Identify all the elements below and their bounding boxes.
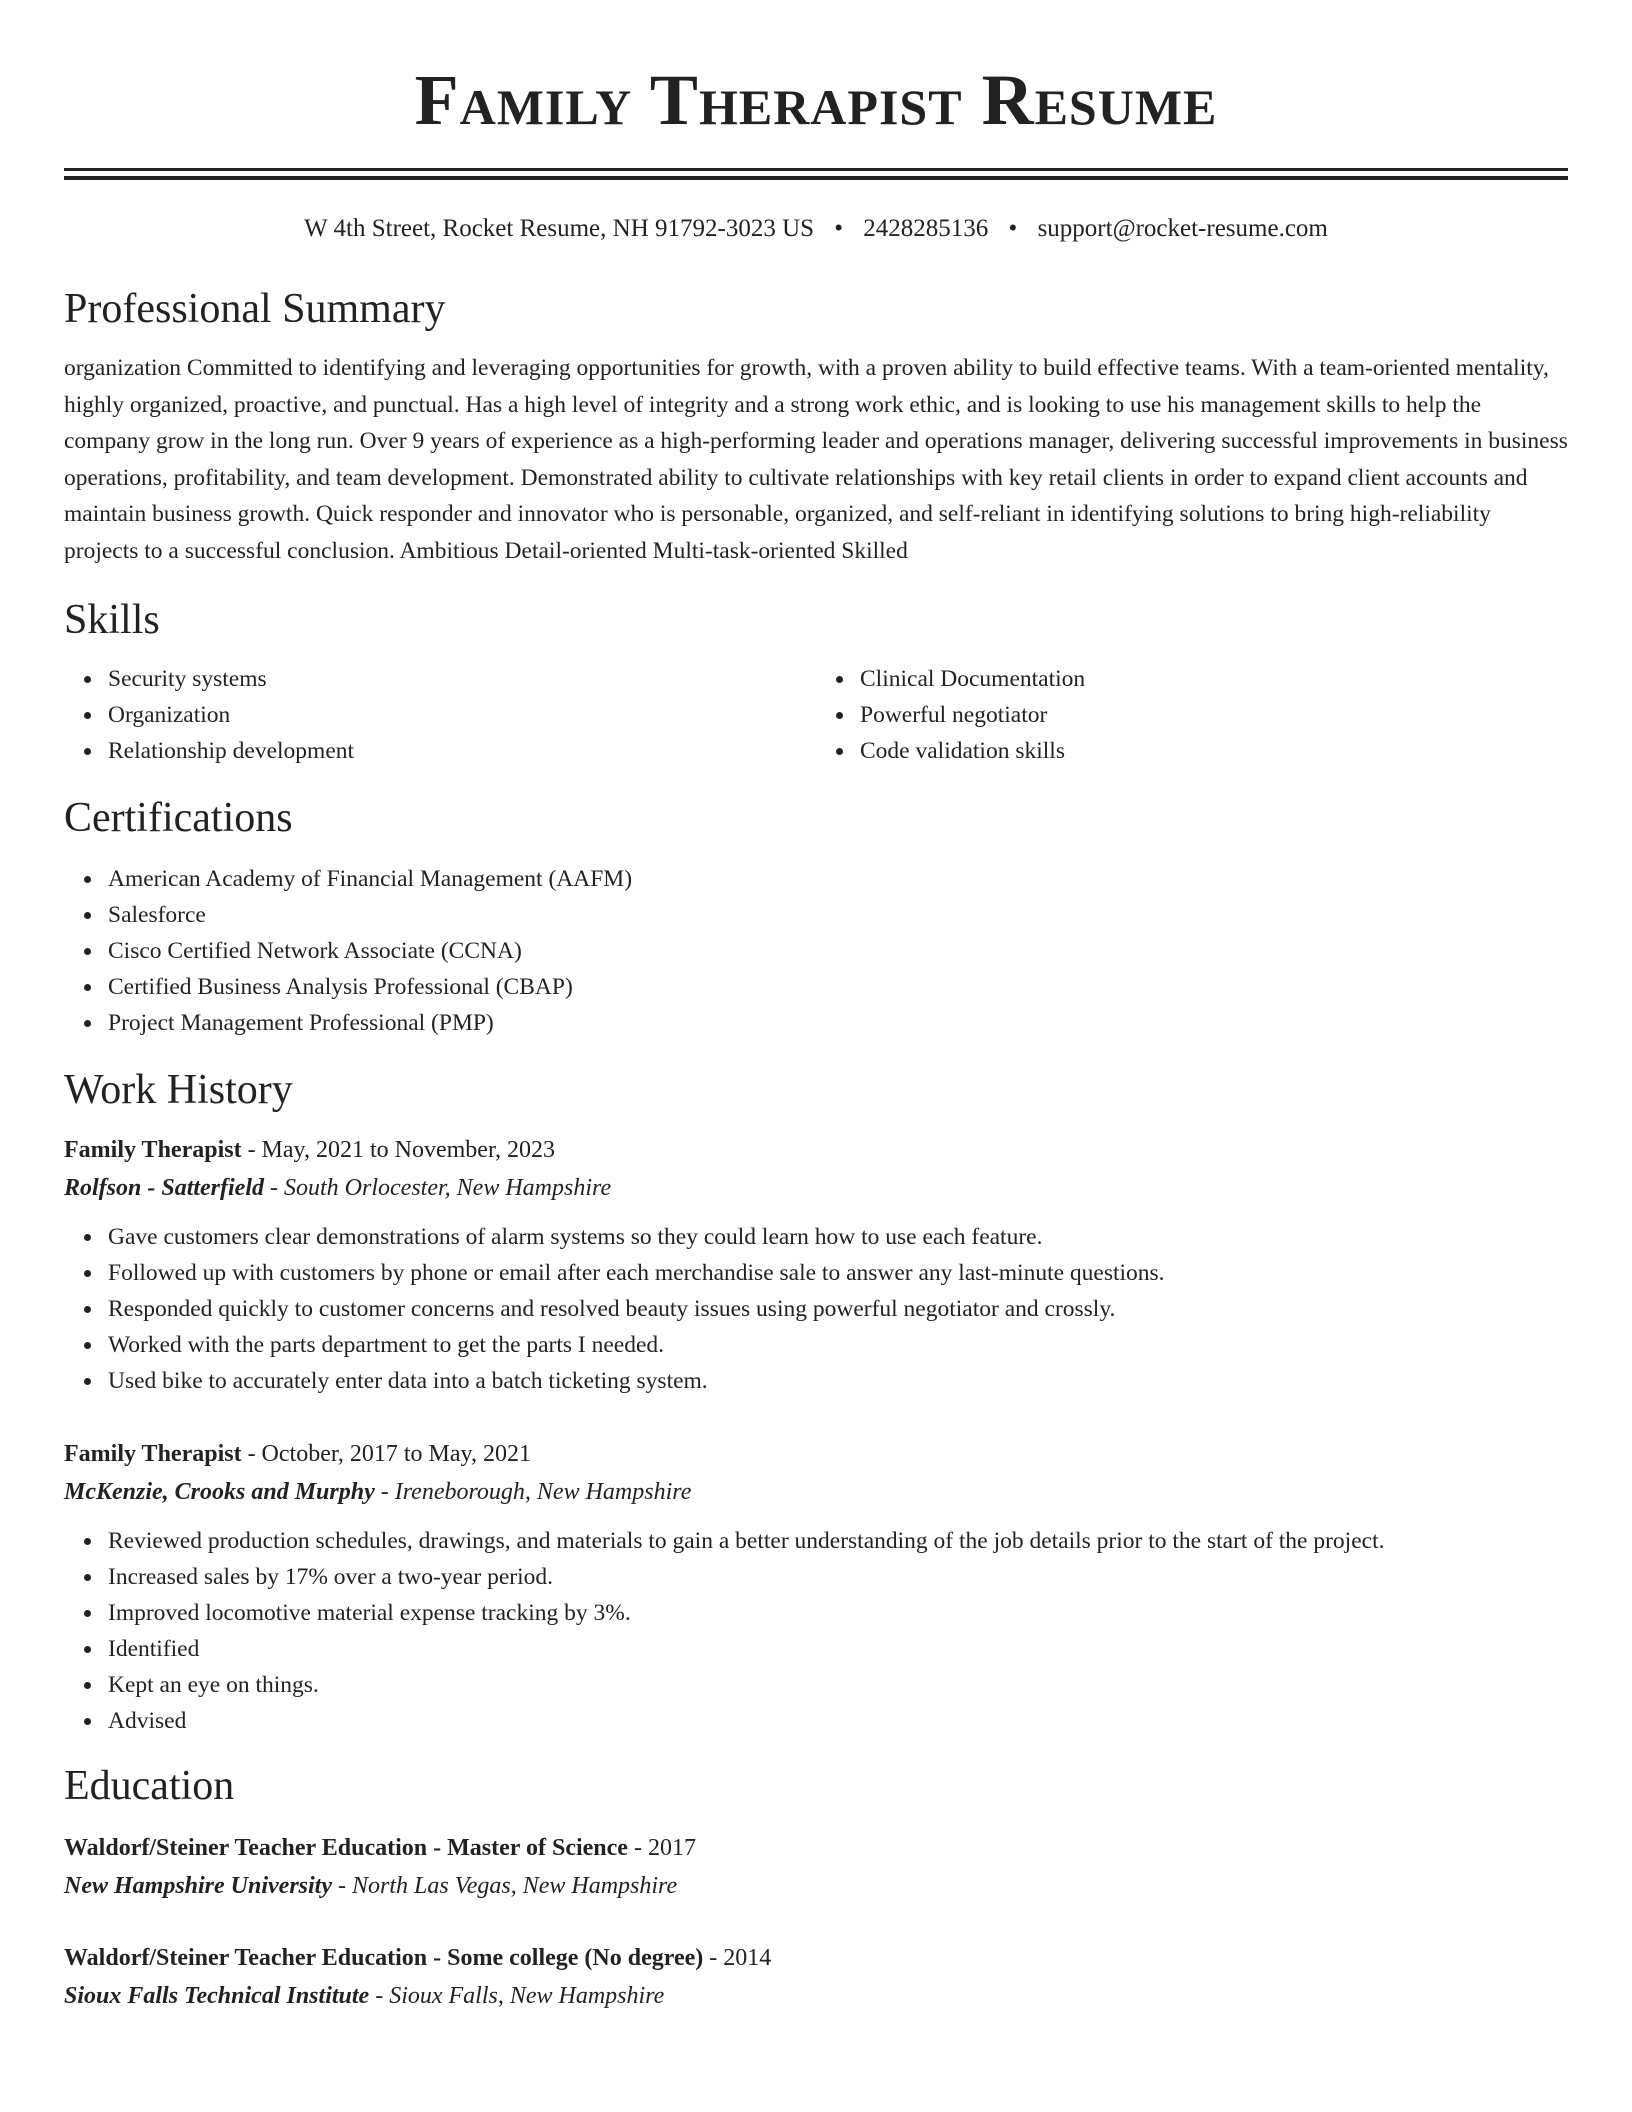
skill-item: Clinical Documentation: [860, 661, 1568, 697]
job-duty: Increased sales by 17% over a two-year period.: [108, 1559, 1568, 1595]
job-entry: [64, 1131, 1568, 1399]
contact-address: W 4th Street, Rocket Resume, NH 91792-3023 US: [304, 215, 815, 242]
certification-item: Project Management Professional (PMP): [108, 1005, 1568, 1041]
job-role: Family Therapist: [64, 1441, 242, 1467]
education-school: New Hampshire University: [64, 1873, 332, 1899]
job-duty: Identified: [108, 1631, 1568, 1667]
education-heading: Education: [64, 1763, 235, 1809]
job-header: [64, 1131, 1568, 1169]
skill-item: Code validation skills: [860, 733, 1568, 769]
job-role: Family Therapist: [64, 1137, 242, 1163]
skill-item: Security systems: [108, 661, 816, 697]
certification-item: Certified Business Analysis Professional (CBAP): [108, 969, 1568, 1005]
job-duty: Used bike to accurately enter data into a batch ticketing system.: [108, 1363, 1568, 1399]
education-school: Sioux Falls Technical Institute: [64, 1983, 370, 2009]
work-history-heading: Work History: [64, 1067, 293, 1113]
summary-section: [64, 284, 1568, 569]
job-duty: Reviewed production schedules, drawings, and materials to gain a better understanding of the job details prior to the start of the project.: [108, 1523, 1568, 1559]
certifications-section: [64, 793, 1568, 1041]
job-header: [64, 1435, 1568, 1473]
skill-item: Relationship development: [108, 733, 816, 769]
education-school-line: [64, 1867, 1568, 1905]
education-entry: [64, 1829, 1568, 1905]
education-school-line: [64, 1977, 1568, 2015]
education-year: - 2017: [627, 1835, 696, 1861]
resume-title: Family Therapist Resume: [414, 60, 1218, 140]
education-header: [64, 1829, 1568, 1867]
job-entry: [64, 1435, 1568, 1739]
contact-phone: 2428285136: [863, 215, 989, 242]
skills-column-left: [64, 661, 816, 769]
job-duties-list: [64, 1523, 1568, 1739]
education-location: - North Las Vegas, New Hampshire: [332, 1873, 678, 1899]
contact-separator: •: [834, 215, 844, 242]
work-history-section: [64, 1065, 1568, 1739]
education-location: - Sioux Falls, New Hampshire: [369, 1983, 665, 2009]
job-location: - Ireneborough, New Hampshire: [374, 1479, 692, 1505]
summary-heading: Professional Summary: [64, 286, 446, 332]
job-duty: Responded quickly to customer concerns and resolved beauty issues using powerful negotiator and crossly.: [108, 1291, 1568, 1327]
education-section: [64, 1761, 1568, 2015]
skills-column-right: [816, 661, 1568, 769]
job-dates: - October, 2017 to May, 2021: [241, 1441, 531, 1467]
certification-item: Cisco Certified Network Associate (CCNA): [108, 933, 1568, 969]
job-company-line: [64, 1473, 1568, 1511]
education-degree: Waldorf/Steiner Teacher Education - Some college (No degree): [64, 1945, 704, 1971]
education-degree: Waldorf/Steiner Teacher Education - Master of Science: [64, 1835, 628, 1861]
job-company-line: [64, 1169, 1568, 1207]
job-location: - South Orlocester, New Hampshire: [264, 1175, 612, 1201]
contact-separator: •: [1008, 215, 1018, 242]
skills-heading: Skills: [64, 597, 160, 643]
job-duty: Followed up with customers by phone or email after each merchandise sale to answer any last-minute questions.: [108, 1255, 1568, 1291]
skill-item: Powerful negotiator: [860, 697, 1568, 733]
contact-email: support@rocket-resume.com: [1037, 215, 1328, 242]
job-dates: - May, 2021 to November, 2023: [241, 1137, 555, 1163]
certification-item: Salesforce: [108, 897, 1568, 933]
job-company: Rolfson - Satterfield: [64, 1175, 265, 1201]
title-divider: [64, 168, 1568, 180]
certifications-heading: Certifications: [64, 795, 293, 841]
job-duty: Worked with the parts department to get the parts I needed.: [108, 1327, 1568, 1363]
certifications-list: [64, 861, 1568, 1041]
job-duty: Gave customers clear demonstrations of alarm systems so they could learn how to use each feature.: [108, 1219, 1568, 1255]
job-duty: Kept an eye on things.: [108, 1667, 1568, 1703]
summary-text: organization Committed to identifying and leveraging opportunities for growth, with a proven ability to build effective teams. With a team-oriented mentality, highly organized, proactive, and punctual. Has a high level of integrity and a strong work ethic, and is looking to use his management skills to help the company grow in the long run. Over 9 years of experience as a high-performing leader and operations manager, delivering successful improvements in business operations, profitability, and team development. Demonstrated ability to cultivate relationships with key retail clients in order to expand client accounts and maintain business growth. Quick responder and innovator who is personable, organized, and self-reliant in identifying solutions to bring high-reliability projects to a successful conclusion. Ambitious Detail-oriented Multi-task-oriented Skilled: [64, 355, 1568, 564]
skills-section: [64, 595, 1568, 769]
education-year: - 2014: [703, 1945, 772, 1971]
job-duty: Improved locomotive material expense tracking by 3%.: [108, 1595, 1568, 1631]
certification-item: American Academy of Financial Management (AAFM): [108, 861, 1568, 897]
job-duty: Advised: [108, 1703, 1568, 1739]
skill-item: Organization: [108, 697, 816, 733]
job-duties-list: [64, 1219, 1568, 1399]
contact-line: [64, 214, 1568, 244]
education-entry: [64, 1939, 1568, 2015]
skills-grid: [64, 661, 1568, 769]
education-header: [64, 1939, 1568, 1977]
job-company: McKenzie, Crooks and Murphy: [64, 1479, 375, 1505]
